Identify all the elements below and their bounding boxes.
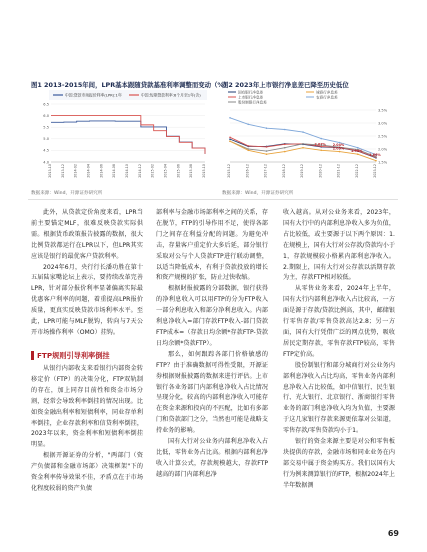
y-tick-label: 6.0 [43, 113, 49, 118]
y-tick-label: 5.5 [43, 125, 49, 130]
x-tick-label: 2020-12 [318, 164, 323, 178]
x-tick-label: 2023-12 [373, 164, 377, 178]
x-tick-label: 2015-06 [176, 164, 181, 178]
x-tick-label: 2014-08 [112, 164, 117, 178]
x-tick-label: 2022-12 [354, 164, 359, 178]
text-column-2 [156, 208, 268, 481]
paragraph: 银行的资金来源主要是对公和零售板块提供的存款，金融市场和同业业务在内部交易中属于资金购买方。我们以国有大行为例来测算银行的FTP，根据2024年上半年数据测 [283, 438, 395, 489]
data-point [320, 138, 322, 140]
data-point [229, 137, 231, 139]
data-label: 2.04% [332, 143, 345, 148]
x-tick-label: 2015-12 [227, 164, 231, 178]
y-tick-label: 2.5% [378, 134, 388, 139]
section-heading [31, 350, 143, 361]
y-tick-label: 2.0% [378, 147, 388, 152]
section-divider [28, 199, 398, 200]
data-point [247, 145, 249, 147]
paragraph: 此外，从贷款定价角度来看，LPR当前主要锚定MLF，很难反映贷款实际供需。根据货币政策报告披露的数据，很大比例贷款都运行在LPR以下，但LPR其实应该是银行的最优客户贷款利率。 [31, 209, 143, 260]
data-point [266, 150, 268, 152]
x-tick-label: 2014-06 [99, 164, 104, 178]
data-label: 2.05% [332, 146, 345, 151]
data-label: 1.94% [351, 149, 363, 154]
data-point [284, 144, 286, 146]
paragraph: 那么，如何跟踪各部门价格敏感的FTP？由于准确数据可得性受限，开源证券根据财报披露的数据来进行评估。上市银行各业务部门内部利息净收入占比情况呈现分化，较高的内部利息净收入可能存在资金来源和投向的不匹配，比如有多部门和贷款部门之分，当然也可能是战略支持业务的影响。 [156, 350, 268, 435]
heading-accent-bar [31, 351, 34, 360]
legend-label: 农商行净息差 [316, 95, 338, 100]
paragraph: 根据財报披露的分部数据，银行获得的净利息收入可以用FTP的分为FTP收入一部分利息收入和部分净利息收入。内部利息净收入=部门存款FTP收入-部门贷款FTP成本=（存款日均余额*存款FTP-贷款日均余额*贷款FTP）。 [156, 285, 268, 347]
page-number: 69 [387, 529, 399, 538]
data-point [247, 150, 249, 152]
series-line-1 [51, 121, 205, 154]
data-label: 2.07% [314, 142, 326, 147]
x-tick-label: 2015-02 [150, 164, 155, 178]
paragraph: 收入越高。从对公业务来看，2023年，国有大行中的内部利息净收入多为负值，占比较低，或主要源于以下两个原因：1.在规模上，国有大行对公存款/贷款均小于1，存款规模较小格累内部利息净收入。2.期限上，国有大行对公存款以活期存款为主，存款FTP相对较低。 [283, 209, 395, 282]
y-tick-label: 4.5 [43, 148, 49, 153]
x-tick-label: 2014-02 [73, 164, 78, 178]
data-point [266, 146, 268, 148]
x-tick-label: 2015-08 [189, 164, 194, 178]
x-tick-label: 2014-12 [137, 164, 142, 178]
data-point [229, 140, 231, 142]
figure2-source: 数据来源：Wind，开源证券研究所 [222, 191, 294, 196]
data-point [339, 151, 341, 153]
data-point [247, 124, 249, 126]
data-point [229, 138, 231, 140]
paragraph: 从银行内部收支来看银行内部资金转移定价（FTP）的决策分化，FTP双轨制的存在，加上同存目前性和资金市场分割，经常会导致利率倒挂的情况出现。比如资金融出利率和短债利率，同业存单利率倒挂，企业存款利率和信贷利率倒挂，2023年以来，资金利率和短债利率倒挂明显。 [31, 365, 143, 449]
figure1-chart [31, 88, 213, 188]
figure2-title: 图2 2023年上市银行净息差已降至历史低位 [222, 81, 349, 89]
data-point [302, 131, 304, 133]
fig1-legend-2: 中国:短期贷款利率:6个月至1年(含) [141, 92, 201, 98]
paragraph: 部利率与金融市场部利率之间的关系，存在脱节，FTP的引导作用不足，使得各部门之间存在利益分配的问题。为避免冲击，存量客户重定价大多后延，部分银行采取对公与个人贷款FTP进行联动调整，以适当降低成本，有利于贷款投放的增长和资产规模的扩张，防止过快收缩。 [156, 209, 268, 282]
section-title: FTP规则引导利率倒挂 [37, 350, 110, 360]
legend-label: 城商行净息差 [316, 90, 338, 95]
x-tick-label: 2015-10 [202, 164, 206, 178]
y-tick-label: 3.0% [378, 121, 388, 126]
data-point [229, 117, 231, 119]
fig1-legend-1: 中国:贷款市场报价利率(LPR):1年 [65, 92, 122, 98]
x-tick-label: 2016-12 [245, 164, 250, 178]
x-tick-label: 2018-12 [281, 164, 286, 178]
data-point [284, 129, 286, 131]
paragraph: 国有大行对公业务内部利息净收入占比低，零售业务占比高。根据内部利息净收入计算公式，存款规模越大，存款FTP越高的部门内部利息净 [156, 438, 268, 478]
figure2-chart [222, 88, 400, 188]
text-column-1 [31, 208, 143, 339]
y-tick-label: 5.0 [43, 137, 49, 142]
paragraph: 根据开源证券的分析，"两部门（资产负债部和金融市场部）决策框架"下的资金利率传导效果不佳，矛盾点在于市场化程度较弱的资产负债 [31, 452, 143, 492]
y-tick-label: 1.5% [378, 160, 388, 165]
data-point [375, 160, 377, 162]
figure1-title: 图1 2013-2015年间，LPR基本跟随贷款基准利率调整而变动（%） [31, 81, 231, 89]
legend-label: 上市银行净息差 [238, 95, 264, 100]
x-tick-label: 2017-12 [263, 164, 268, 178]
x-tick-label: 2021-12 [336, 164, 341, 178]
text-column-1-continued [31, 364, 143, 495]
x-tick-label: 2019-12 [300, 164, 304, 178]
legend-label: 股份制银行净息差 [238, 100, 267, 105]
data-point [284, 147, 286, 149]
data-point [357, 153, 359, 155]
text-column-3 [283, 208, 395, 492]
data-point [302, 147, 304, 149]
data-point [266, 127, 268, 129]
paragraph: 2024年6月，央行行长潘功胜在第十五届陆家嘴论坛上表示，要持续改革完善LPR，针对部分报价利率显著偏离实际最优惠客户利率的问题，着重提高LPR报价质量，更真实反映贷款市场利率水平。至此，LPR可能与MLF脱钩，转向与7天公开市场操作利率（OMO）挂钩。 [31, 263, 143, 336]
paragraph: 从零售业务来看，2024年上半年，国有大行内部利息净收入占比较高，一方面是源于存款/贷款比例高，其中，邮储银行零售存款/零售贷款高达2.8；另一方面，国有大行凭借广泛的网点优势，吸收居民定期存款，零售存款FTP较高，零售FTP定价高。 [283, 285, 395, 358]
paragraph: 股份制银行和部分城商行对公业务内部利息净收入占比均高，零售业务内部利息净收入占比较低，如中信银行、民生银行、光大银行、北京银行、浙商银行零售业务的部门利息净收入均为负值，主要源于这几家银行存款来源更依靠对公渠道，零售存款/零售贷款均小于1。 [283, 361, 395, 435]
data-point [320, 150, 322, 152]
y-tick-label: 3.5% [378, 108, 388, 113]
x-tick-label: 2014-10 [125, 164, 129, 178]
data-point [266, 153, 268, 155]
x-tick-label: 2013-10 [48, 164, 52, 178]
data-label: 1.66% [369, 153, 381, 158]
data-point [284, 151, 286, 153]
y-tick-label: 6.5 [43, 102, 49, 107]
data-point [302, 143, 304, 145]
x-tick-label: 2013-12 [60, 164, 65, 178]
figure1-source: 数据来源：Wind，开源证券研究所 [31, 191, 103, 196]
y-tick-label: 4.0 [43, 160, 49, 165]
legend-label: 国有银行净息差 [238, 90, 264, 95]
x-tick-label: 2014-04 [86, 164, 91, 178]
x-tick-label: 2015-04 [163, 164, 168, 178]
